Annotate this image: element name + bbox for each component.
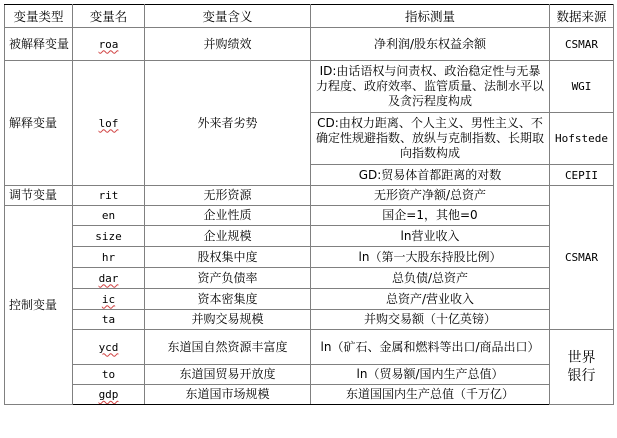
var-name-gdp: gdp [73, 385, 145, 405]
group-explanatory: 解释变量 [5, 61, 73, 186]
table-row [5, 268, 614, 289]
var-meaning-size: 企业规模 [145, 226, 311, 247]
source-csmar-block: CSMAR [550, 186, 614, 330]
var-meaning-ic: 资本密集度 [145, 289, 311, 310]
table-row [5, 28, 614, 61]
table-row [5, 289, 614, 310]
var-measure-lof-id: ID:由话语权与问责权、政治稳定性与无暴力程度、政府效率、监管质量、法制水平以及贪污程度构成 [311, 61, 550, 113]
var-meaning-gdp: 东道国市场规模 [145, 385, 311, 405]
var-name-dar: dar [73, 268, 145, 289]
table-row [5, 206, 614, 226]
var-measure-ic: 总资产/营业收入 [311, 289, 550, 310]
var-name-rit: rit [73, 186, 145, 206]
var-measure-en: 国企=1，其他=0 [311, 206, 550, 226]
group-control: 控制变量 [5, 206, 73, 405]
var-measure-dar: 总负债/总资产 [311, 268, 550, 289]
var-meaning-roa: 并购绩效 [145, 28, 311, 61]
header-variable-name: 变量名 [73, 5, 145, 28]
var-measure-ta: 并购交易额（十亿英镑） [311, 310, 550, 330]
var-meaning-to: 东道国贸易开放度 [145, 365, 311, 385]
header-measurement: 指标测量 [311, 5, 550, 28]
header-variable-type: 变量类型 [5, 5, 73, 28]
var-source-lof-cd: Hofstede [550, 113, 614, 165]
group-dependent: 被解释变量 [5, 28, 73, 61]
var-source-lof-id: WGI [550, 61, 614, 113]
var-source-roa: CSMAR [550, 28, 614, 61]
var-name-ic: ic [73, 289, 145, 310]
var-name-roa: roa [73, 28, 145, 61]
var-measure-gdp: 东道国国内生产总值（千万亿） [311, 385, 550, 405]
header-variable-meaning: 变量含义 [145, 5, 311, 28]
var-measure-lof-cd: CD:由权力距离、个人主义、男性主义、不确定性规避指数、放纵与克制指数、长期取向指数构成 [311, 113, 550, 165]
var-meaning-rit: 无形资源 [145, 186, 311, 206]
var-measure-to: ln（贸易额/国内生产总值） [311, 365, 550, 385]
var-measure-roa: 净利润/股东权益余额 [311, 28, 550, 61]
table-row [5, 310, 614, 330]
table-row [5, 247, 614, 268]
var-name-hr: hr [73, 247, 145, 268]
var-measure-hr: ln（第一大股东持股比例） [311, 247, 550, 268]
group-moderator: 调节变量 [5, 186, 73, 206]
var-name-en: en [73, 206, 145, 226]
var-name-to: to [73, 365, 145, 385]
var-meaning-dar: 资产负债率 [145, 268, 311, 289]
variable-table-container [4, 4, 613, 405]
var-measure-size: ln营业收入 [311, 226, 550, 247]
var-measure-ycd: ln（矿石、金属和燃料等出口/商品出口） [311, 330, 550, 365]
var-measure-rit: 无形资产净额/总资产 [311, 186, 550, 206]
var-name-ycd: ycd [73, 330, 145, 365]
var-source-lof-gd: CEPII [550, 165, 614, 186]
var-name-lof: lof [73, 61, 145, 186]
var-meaning-ycd: 东道国自然资源丰富度 [145, 330, 311, 365]
table-row [5, 365, 614, 385]
source-worldbank-block: 世界银行 [550, 330, 614, 405]
table-row [5, 385, 614, 405]
table-row [5, 330, 614, 365]
header-data-source: 数据来源 [550, 5, 614, 28]
var-measure-lof-gd: GD:贸易体首都距离的对数 [311, 165, 550, 186]
table-header-row [5, 5, 614, 28]
var-name-ta: ta [73, 310, 145, 330]
var-name-size: size [73, 226, 145, 247]
table-row [5, 186, 614, 206]
var-meaning-hr: 股权集中度 [145, 247, 311, 268]
variable-definition-table [4, 4, 614, 405]
table-row [5, 61, 614, 113]
var-meaning-lof: 外来者劣势 [145, 61, 311, 186]
var-meaning-ta: 并购交易规模 [145, 310, 311, 330]
var-meaning-en: 企业性质 [145, 206, 311, 226]
table-row [5, 226, 614, 247]
